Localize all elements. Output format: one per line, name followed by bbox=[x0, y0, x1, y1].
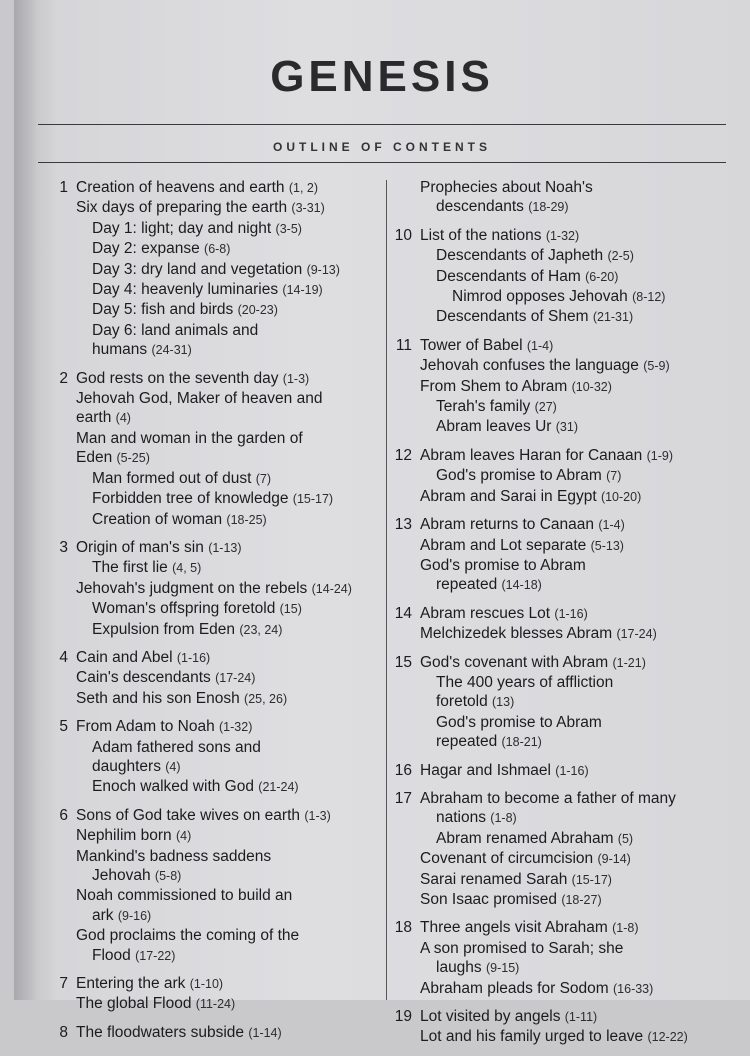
verse-reference: (18-25) bbox=[226, 512, 267, 527]
entry-text: Abraham to become a father of many bbox=[420, 789, 676, 807]
outline-entry bbox=[420, 287, 732, 307]
verse-reference: (7) bbox=[255, 471, 271, 486]
verse-reference: (4, 5) bbox=[172, 561, 202, 576]
verse-reference: (9-13) bbox=[306, 262, 340, 277]
outline-section bbox=[38, 806, 383, 966]
outline-entry bbox=[76, 340, 383, 360]
verse-reference: (14-19) bbox=[282, 283, 323, 298]
chapter-number: 2 bbox=[59, 369, 68, 387]
entry-text: Day 1: light; day and night bbox=[92, 219, 272, 237]
outline-entry bbox=[76, 510, 383, 530]
verse-reference: (5-9) bbox=[643, 359, 670, 374]
verse-reference: (21-24) bbox=[258, 780, 299, 795]
entry-text: Cain's descendants bbox=[76, 669, 211, 687]
verse-reference: (11-24) bbox=[195, 997, 236, 1012]
entry-text: Descendants of Ham bbox=[436, 267, 581, 285]
top-rule bbox=[38, 124, 726, 125]
entry-text: repeated bbox=[436, 576, 498, 594]
entry-text: God rests on the seventh day bbox=[76, 369, 279, 387]
verse-reference: (1-11) bbox=[564, 1010, 598, 1025]
verse-reference: (15) bbox=[279, 602, 302, 617]
outline-section bbox=[38, 974, 383, 1015]
entry-text: Abram returns to Canaan bbox=[420, 516, 595, 534]
verse-reference: (20-23) bbox=[237, 303, 278, 318]
outline-entry bbox=[420, 1027, 732, 1047]
verse-reference: (1-10) bbox=[189, 977, 224, 992]
entry-text: Man formed out of dust bbox=[92, 469, 252, 487]
outline-section bbox=[38, 538, 383, 640]
outline-column-right bbox=[382, 178, 732, 1056]
bottom-rule bbox=[38, 162, 726, 163]
entry-text: Sarai renamed Sarah bbox=[420, 870, 568, 888]
entry-text: The first lie bbox=[92, 559, 168, 577]
outline-entry bbox=[420, 789, 732, 808]
entry-text: The 400 years of affliction bbox=[436, 673, 614, 691]
outline-section bbox=[382, 918, 732, 999]
outline-entry bbox=[76, 777, 383, 797]
chapter-number: 5 bbox=[59, 718, 68, 736]
outline-section bbox=[38, 1023, 383, 1043]
outline-entry bbox=[420, 692, 732, 712]
outline-entry bbox=[420, 336, 732, 356]
verse-reference: (5) bbox=[617, 831, 634, 846]
entry-text: Creation of heavens and earth bbox=[76, 179, 285, 196]
entry-text: Day 2: expanse bbox=[92, 240, 200, 258]
verse-reference: (1-16) bbox=[176, 650, 211, 665]
entry-text: Adam fathered sons and bbox=[92, 738, 261, 756]
entry-text: foretold bbox=[436, 693, 488, 711]
outline-entry bbox=[76, 300, 383, 320]
chapter-number: 4 bbox=[59, 648, 68, 666]
outline-entry bbox=[76, 717, 383, 737]
outline-entry bbox=[420, 890, 732, 910]
entry-text: God's promise to Abram bbox=[436, 467, 602, 485]
verse-reference: (14-24) bbox=[311, 581, 352, 596]
outline-entry bbox=[76, 469, 383, 489]
outline-entry bbox=[76, 389, 383, 408]
entry-text: Seth and his son Enosh bbox=[76, 689, 240, 707]
outline-section bbox=[382, 446, 732, 507]
entry-text: Six days of preparing the earth bbox=[76, 199, 288, 217]
outline-entry bbox=[76, 429, 383, 448]
entry-text: Nimrod opposes Jehovah bbox=[452, 288, 628, 306]
entry-text: ark bbox=[92, 906, 114, 924]
outline-entry bbox=[420, 870, 732, 890]
entry-text: From Adam to Noah bbox=[76, 718, 215, 736]
verse-reference: (4) bbox=[115, 411, 131, 426]
verse-reference: (5-13) bbox=[590, 538, 624, 553]
verse-reference: (1-4) bbox=[526, 338, 554, 353]
verse-reference: (5-25) bbox=[116, 451, 150, 466]
entry-text: Lot visited by angels bbox=[420, 1008, 561, 1026]
outline-entry bbox=[420, 556, 732, 575]
verse-reference: (17-22) bbox=[135, 948, 176, 963]
outline-entry bbox=[420, 536, 732, 556]
entry-text: descendants bbox=[436, 198, 524, 216]
outline-entry bbox=[76, 648, 383, 668]
entry-text: Eden bbox=[76, 449, 113, 467]
verse-reference: (21-31) bbox=[592, 310, 634, 325]
chapter-number: 8 bbox=[59, 1023, 68, 1041]
entry-text: humans bbox=[92, 341, 148, 359]
outline-subtitle: OUTLINE OF CONTENTS bbox=[273, 140, 491, 154]
outline-entry bbox=[420, 377, 732, 397]
verse-reference: (16-33) bbox=[613, 981, 654, 996]
entry-text: Jehovah confuses the language bbox=[420, 357, 639, 375]
entry-text: Abram leaves Haran for Canaan bbox=[420, 446, 643, 464]
verse-reference: (8-12) bbox=[632, 290, 666, 305]
outline-entry bbox=[76, 408, 383, 428]
verse-reference: (17-24) bbox=[215, 671, 256, 686]
outline-entry bbox=[420, 653, 732, 673]
entry-text: A son promised to Sarah; she bbox=[420, 939, 624, 957]
outline-entry bbox=[420, 487, 732, 507]
outline-entry bbox=[76, 620, 383, 640]
entry-text: Abram and Lot separate bbox=[420, 536, 587, 554]
chapter-number: 6 bbox=[59, 806, 68, 824]
verse-reference: (1-16) bbox=[555, 763, 589, 778]
chapter-number: 13 bbox=[394, 516, 412, 534]
verse-reference: (6-20) bbox=[585, 269, 619, 284]
verse-reference: (12-22) bbox=[647, 1030, 688, 1045]
chapter-number: 19 bbox=[394, 1008, 412, 1026]
outline-entry bbox=[76, 280, 383, 300]
outline-entry bbox=[420, 446, 732, 466]
outline-section bbox=[382, 1007, 732, 1048]
outline-section bbox=[382, 515, 732, 596]
verse-reference: (27) bbox=[534, 400, 557, 415]
outline-entry bbox=[420, 267, 732, 287]
outline-entry bbox=[76, 866, 383, 886]
outline-entry bbox=[420, 307, 732, 327]
entry-text: Hagar and Ishmael bbox=[420, 761, 551, 779]
chapter-number: 10 bbox=[394, 226, 412, 244]
entry-text: Expulsion from Eden bbox=[92, 620, 236, 638]
chapter-number: 7 bbox=[59, 975, 68, 993]
verse-reference: (1-4) bbox=[598, 518, 625, 533]
outline-section bbox=[382, 178, 732, 218]
outline-entry bbox=[420, 849, 732, 869]
entry-text: Mankind's badness saddens bbox=[76, 847, 272, 865]
entry-text: Lot and his family urged to leave bbox=[420, 1028, 644, 1046]
outline-entry bbox=[420, 939, 732, 958]
verse-reference: (15-17) bbox=[571, 872, 612, 887]
entry-text: Terah's family bbox=[436, 398, 531, 416]
chapter-number: 14 bbox=[394, 604, 412, 622]
entry-text: Son Isaac promised bbox=[420, 891, 557, 908]
outline-section bbox=[382, 761, 732, 781]
verse-reference: (1-16) bbox=[554, 606, 588, 621]
outline-entry bbox=[76, 668, 383, 688]
verse-reference: (1-32) bbox=[545, 228, 580, 243]
entry-text: Forbidden tree of knowledge bbox=[92, 490, 289, 508]
entry-text: God proclaims the coming of the bbox=[76, 927, 300, 945]
verse-reference: (1-8) bbox=[612, 921, 639, 936]
verse-reference: (7) bbox=[606, 469, 622, 484]
entry-text: List of the nations bbox=[420, 226, 542, 244]
outline-entry bbox=[420, 575, 732, 595]
entry-text: Nephilim born bbox=[76, 827, 172, 845]
chapter-number: 18 bbox=[394, 919, 412, 937]
verse-reference: (18-27) bbox=[561, 893, 602, 907]
outline-section bbox=[38, 178, 383, 361]
outline-column-left bbox=[38, 178, 383, 1051]
outline-entry bbox=[420, 356, 732, 376]
outline-entry bbox=[420, 226, 732, 246]
entry-text: Day 5: fish and birds bbox=[92, 301, 234, 319]
entry-text: Day 3: dry land and vegetation bbox=[92, 260, 303, 278]
entry-text: Day 4: heavenly luminaries bbox=[92, 281, 279, 299]
verse-reference: (1-32) bbox=[219, 720, 253, 735]
outline-entry bbox=[420, 178, 732, 197]
outline-entry bbox=[76, 926, 383, 945]
verse-reference: (10-32) bbox=[571, 379, 612, 394]
outline-entry bbox=[76, 806, 383, 826]
outline-entry bbox=[76, 538, 383, 558]
entry-text: God's covenant with Abram bbox=[420, 653, 609, 671]
outline-section bbox=[38, 369, 383, 530]
entry-text: Jehovah bbox=[92, 867, 151, 884]
outline-entry bbox=[76, 599, 383, 619]
outline-entry bbox=[76, 489, 383, 509]
verse-reference: (5-8) bbox=[154, 869, 182, 883]
entry-text: Entering the ark bbox=[76, 975, 186, 993]
outline-section bbox=[382, 336, 732, 438]
verse-reference: (1-14) bbox=[248, 1025, 282, 1040]
outline-entry bbox=[420, 673, 732, 692]
outline-entry bbox=[76, 1023, 383, 1043]
entry-text: Abram and Sarai in Egypt bbox=[420, 487, 597, 505]
entry-text: Origin of man's sin bbox=[76, 538, 204, 556]
outline-entry bbox=[420, 604, 732, 624]
entry-text: Three angels visit Abraham bbox=[420, 919, 608, 937]
outline-section bbox=[382, 226, 732, 328]
entry-text: Abram renamed Abraham bbox=[436, 829, 614, 847]
entry-text: Day 6: land animals and bbox=[92, 321, 259, 339]
entry-text: Creation of woman bbox=[92, 510, 223, 528]
entry-text: Descendants of Japheth bbox=[436, 247, 604, 265]
outline-section bbox=[382, 653, 732, 753]
outline-entry bbox=[76, 448, 383, 468]
verse-reference: (1-9) bbox=[646, 448, 674, 463]
entry-text: Jehovah's judgment on the rebels bbox=[76, 579, 308, 597]
verse-reference: (1-8) bbox=[490, 811, 517, 826]
verse-reference: (31) bbox=[555, 420, 578, 435]
book-title: GENESIS bbox=[270, 52, 494, 101]
outline-entry bbox=[76, 219, 383, 239]
entry-text: Covenant of circumcision bbox=[420, 850, 594, 868]
verse-reference: (9-15) bbox=[486, 961, 520, 976]
outline-entry bbox=[76, 974, 383, 994]
entry-text: Jehovah God, Maker of heaven and bbox=[76, 390, 323, 408]
outline-entry bbox=[420, 466, 732, 486]
outline-entry bbox=[76, 847, 383, 866]
entry-text: daughters bbox=[92, 757, 161, 775]
chapter-number: 12 bbox=[394, 446, 412, 464]
outline-entry bbox=[420, 246, 732, 266]
entry-text: God's promise to Abram bbox=[436, 713, 602, 731]
entry-text: repeated bbox=[436, 733, 498, 751]
verse-reference: (14-18) bbox=[501, 578, 542, 593]
outline-entry bbox=[420, 732, 732, 752]
chapter-number: 16 bbox=[394, 761, 412, 779]
outline-entry bbox=[420, 417, 732, 437]
outline-entry bbox=[420, 397, 732, 417]
chapter-number: 1 bbox=[59, 179, 68, 196]
outline-entry bbox=[76, 178, 383, 198]
entry-text: Prophecies about Noah's bbox=[420, 179, 593, 196]
verse-reference: (25, 26) bbox=[244, 691, 288, 706]
outline-entry bbox=[420, 979, 732, 999]
entry-text: nations bbox=[436, 809, 486, 827]
outline-section bbox=[38, 717, 383, 798]
verse-reference: (1-3) bbox=[304, 808, 331, 823]
entry-text: Cain and Abel bbox=[76, 648, 173, 666]
verse-reference: (1-21) bbox=[612, 655, 646, 670]
verse-reference: (4) bbox=[175, 829, 192, 844]
outline-entry bbox=[76, 906, 383, 926]
chapter-number: 11 bbox=[395, 336, 412, 354]
chapter-number: 17 bbox=[394, 789, 412, 807]
verse-reference: (13) bbox=[492, 695, 515, 710]
entry-text: The floodwaters subside bbox=[76, 1023, 245, 1041]
outline-entry bbox=[420, 713, 732, 732]
entry-text: Flood bbox=[92, 946, 131, 964]
outline-section bbox=[382, 604, 732, 645]
verse-reference: (10-20) bbox=[600, 489, 642, 504]
entry-text: Sons of God take wives on earth bbox=[76, 806, 301, 824]
entry-text: Abram rescues Lot bbox=[420, 604, 551, 622]
chapter-number: 3 bbox=[59, 538, 68, 556]
entry-text: Abraham pleads for Sodom bbox=[420, 979, 609, 997]
outline-entry bbox=[76, 369, 383, 389]
verse-reference: (2-5) bbox=[607, 249, 634, 264]
outline-section bbox=[382, 789, 732, 910]
outline-entry bbox=[420, 624, 732, 644]
outline-entry bbox=[76, 198, 383, 218]
verse-reference: (17-24) bbox=[616, 627, 657, 642]
verse-reference: (9-14) bbox=[597, 852, 631, 867]
entry-text: Man and woman in the garden of bbox=[76, 429, 303, 447]
entry-text: God's promise to Abram bbox=[420, 556, 586, 574]
verse-reference: (9-16) bbox=[117, 908, 152, 923]
entry-text: From Shem to Abram bbox=[420, 377, 568, 395]
outline-entry bbox=[76, 321, 383, 340]
outline-entry bbox=[420, 197, 732, 217]
verse-reference: (23, 24) bbox=[239, 622, 283, 637]
outline-entry bbox=[420, 515, 732, 535]
outline-entry bbox=[76, 826, 383, 846]
outline-entry bbox=[420, 829, 732, 849]
outline-entry bbox=[76, 757, 383, 777]
outline-entry bbox=[420, 1007, 732, 1027]
outline-entry bbox=[76, 946, 383, 966]
verse-reference: (1-3) bbox=[282, 371, 310, 386]
verse-reference: (3-5) bbox=[275, 221, 302, 236]
outline-entry bbox=[76, 579, 383, 599]
outline-entry bbox=[420, 918, 732, 938]
verse-reference: (3-31) bbox=[291, 201, 325, 216]
verse-reference: (15-17) bbox=[292, 492, 334, 507]
entry-text: Enoch walked with God bbox=[92, 778, 254, 796]
entry-text: Woman's offspring foretold bbox=[92, 600, 276, 618]
entry-text: earth bbox=[76, 409, 112, 427]
outline-entry bbox=[76, 886, 383, 905]
verse-reference: (1-13) bbox=[208, 540, 242, 555]
entry-text: Melchizedek blesses Abram bbox=[420, 625, 613, 643]
outline-section bbox=[38, 648, 383, 709]
outline-entry bbox=[76, 738, 383, 757]
outline-entry bbox=[420, 958, 732, 978]
entry-text: Descendants of Shem bbox=[436, 308, 589, 326]
outline-entry bbox=[76, 558, 383, 578]
entry-text: laughs bbox=[436, 959, 482, 977]
outline-entry bbox=[76, 239, 383, 259]
verse-reference: (24-31) bbox=[151, 343, 192, 358]
outline-entry bbox=[420, 808, 732, 828]
outline-entry bbox=[76, 689, 383, 709]
entry-text: Noah commissioned to build an bbox=[76, 887, 293, 905]
outline-entry bbox=[76, 994, 383, 1014]
book-page bbox=[14, 0, 750, 1046]
verse-reference: (18-29) bbox=[528, 200, 569, 215]
entry-text: Tower of Babel bbox=[420, 336, 523, 354]
verse-reference: (1, 2) bbox=[288, 181, 319, 195]
verse-reference: (18-21) bbox=[501, 735, 542, 750]
outline-entry bbox=[420, 761, 732, 781]
entry-text: Abram leaves Ur bbox=[436, 418, 552, 436]
verse-reference: (4) bbox=[165, 759, 181, 774]
outline-entry bbox=[76, 260, 383, 280]
chapter-number: 15 bbox=[394, 653, 412, 671]
verse-reference: (6-8) bbox=[204, 242, 231, 257]
entry-text: The global Flood bbox=[76, 995, 192, 1013]
